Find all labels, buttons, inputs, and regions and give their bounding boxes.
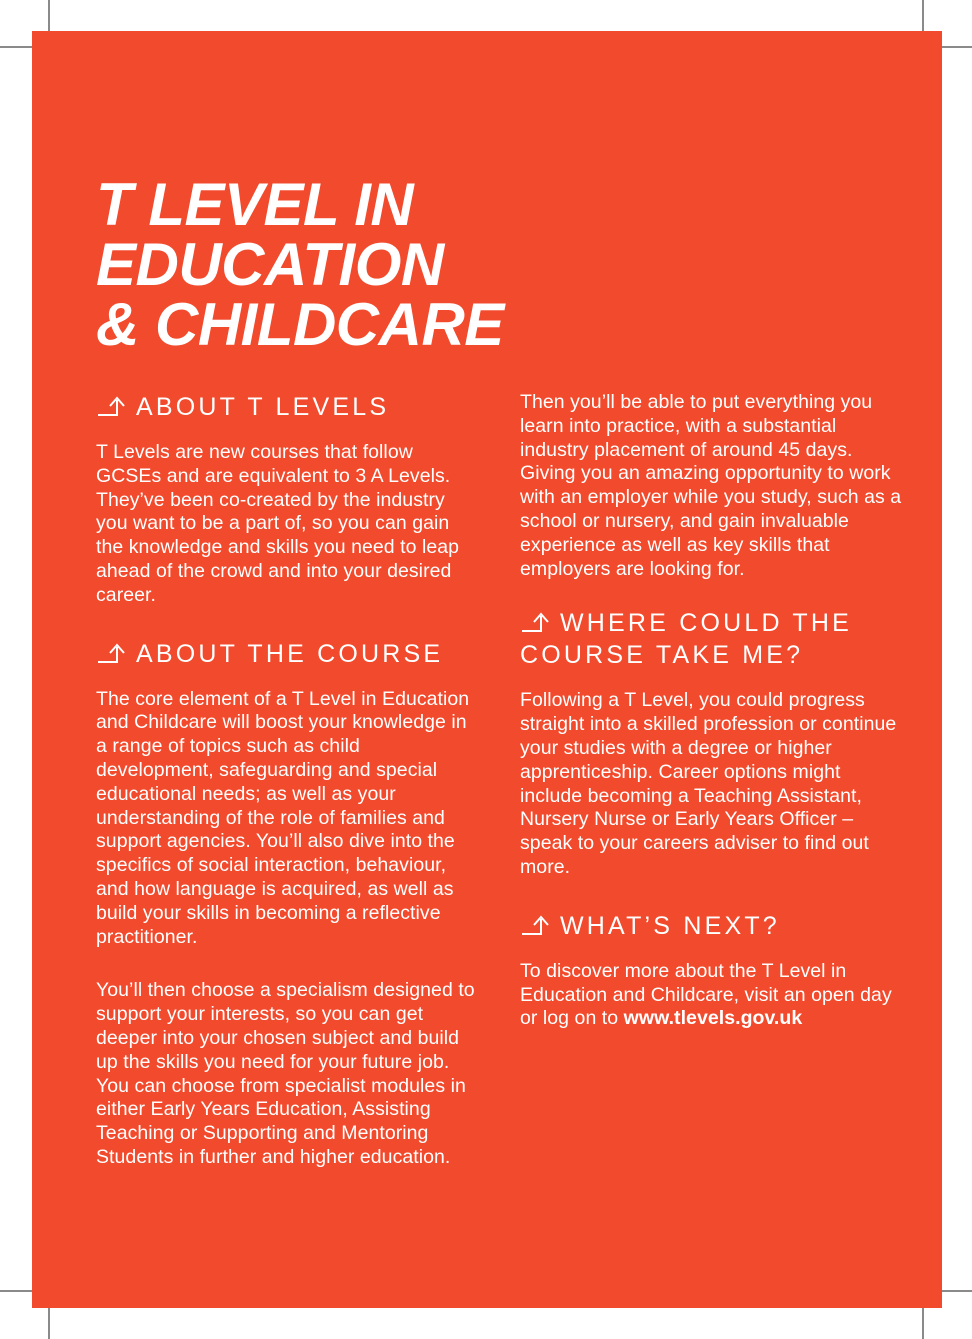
left-column — [96, 391, 478, 1170]
right-column — [520, 391, 902, 1031]
paragraph-industry-placement: Then you’ll be able to put everything you learn into practice, with a substantial industry placement of around 45 days. Giving you an amazing opportunity to work with an employer while you study, such as a school or nursery, and gain invaluable experience as well as key skills that employers are looking for. — [520, 391, 902, 580]
section-heading-label: ABOUT THE COURSE — [136, 639, 444, 668]
page-title-line-3: & CHILDCARE — [96, 291, 504, 359]
section-heading-about-the-course — [96, 638, 478, 670]
arrow-turn-up-icon — [520, 611, 554, 633]
paragraph-course-core-element: The core element of a T Level in Education and Childcare will boost your knowledge in a range of topics such as child development, safeguarding and special educational needs; as well as your understanding of the role of families and support agencies. You’ll also dive into the specifics of social interaction, behaviour, and how language is acquired, as well as build your skills in becoming a reflective practitioner. — [96, 687, 470, 948]
page-title — [96, 171, 796, 359]
paragraph-whats-next — [520, 960, 902, 1031]
page-title-line-2: EDUCATION — [96, 231, 444, 299]
tlevels-website-url[interactable]: www.tlevels.gov.uk — [623, 1007, 803, 1030]
section-heading-label-line-2: COURSE TAKE ME? — [520, 641, 804, 670]
arrow-turn-up-icon — [96, 395, 130, 417]
body-columns — [96, 391, 902, 1170]
arrow-turn-up-icon — [520, 914, 554, 936]
poster-panel — [32, 31, 942, 1308]
section-heading-label: ABOUT T LEVELS — [136, 393, 390, 421]
section-heading-label-line-1: WHERE COULD THE — [560, 609, 853, 638]
paragraph-course-specialism: You’ll then choose a specialism designed to support your interests, so you can get deeper into your chosen subject and build up the skills you need for your future job. You can choose from specialist modules in either Early Years Education, Assisting Teaching or Supporting and Mentoring Students in further and higher education. — [96, 979, 475, 1168]
section-heading-whats-next — [520, 910, 902, 942]
paragraph-about-t-levels: T Levels are new courses that follow GCSEs and are equivalent to 3 A Levels. They’ve been co-created by the industry you want to be a part of, so you can gain the knowledge and skills you need to leap ahead of the crowd and into your desired career. — [96, 441, 460, 606]
arrow-turn-up-icon — [96, 642, 130, 664]
page-title-line-1: T LEVEL IN — [96, 171, 414, 239]
paragraph-career-progression: Following a T Level, you could progress straight into a skilled profession or continue your studies with a degree or higher apprenticeship. Career options might include becoming a Teaching Assistant, Nursery Nurse or Early Years Officer – speak to your careers adviser to find out more. — [520, 689, 897, 878]
section-heading-where-could-the-course-take-me — [520, 607, 902, 671]
section-heading-about-t-levels — [96, 391, 478, 423]
section-heading-label: WHAT’S NEXT? — [560, 911, 780, 940]
whats-next-text: To discover more about the T Level in Education and Childcare, visit an open day or log on to — [520, 959, 892, 1030]
